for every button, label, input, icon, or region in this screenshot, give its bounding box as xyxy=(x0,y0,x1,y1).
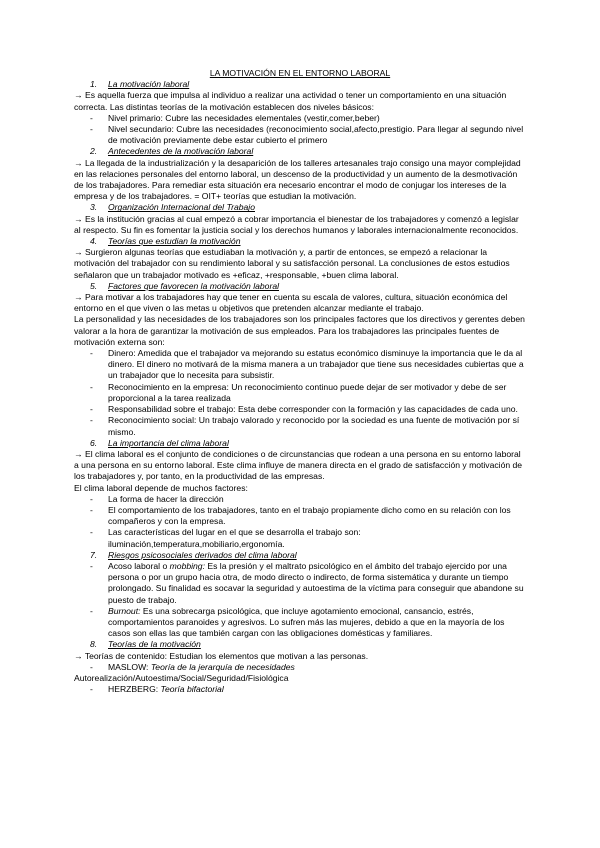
section-title: Organización Internacional del Trabajo xyxy=(108,202,255,213)
term-italic: mobbing: xyxy=(169,560,205,571)
section-number: 6. xyxy=(90,437,98,448)
page-title: LA MOTIVACIÓN EN EL ENTORNO LABORAL xyxy=(209,68,391,78)
term-italic: Teoría bifactorial xyxy=(160,684,224,695)
section-title: Antecedentes de la motivación laboral xyxy=(108,146,254,157)
list-item: - Nivel primario: Cubre las necesidades elementales (vestir,comer,beber) xyxy=(90,112,380,123)
list-item: - HERZBERG: Teoría bifactorial xyxy=(90,684,224,695)
section-number: 1. xyxy=(90,79,98,90)
list-item-text: Reconocimiento en la empresa: Un reconocimiento continuo puede dejar de ser motivador y debe de ser proporcional a la tarea realizada xyxy=(108,381,507,403)
paragraph: → Para motivar a los trabajadores hay que tener en cuenta su escala de valores, cultura, situación económica del entorno en el que viven o las metas u objetivos que pretenden alcanzar mediante el trabajo. xyxy=(74,292,508,314)
bullet-list xyxy=(74,348,526,438)
paragraph: La personalidad y las necesidades de los trabajadores son los principales factores que los directivos y gerentes deben valorar a la hora de garantizar la motivación de sus empleados. Para los trabajadores las principales fuentes de motivación externa son: xyxy=(74,314,525,347)
section-title: La importancia del clima laboral xyxy=(108,437,229,448)
bullet-list xyxy=(74,561,526,639)
list-item: - Burnout: Es una sobrecarga psicológica, que incluye agotamiento emocional, cansancio, estrés, comportamientos paranoides y agresivos. Lo sufren más las mujeres, debido a que en la mayoría de los casos son ellas las que también cargan con las obligaciones domésticas y familiares. xyxy=(90,605,505,639)
section-title: Teorías que estudian la motivación xyxy=(108,236,241,247)
paragraph: El clima laboral depende de muchos factores: xyxy=(74,482,248,493)
list-item: - Las características del lugar en el que se desarrolla el trabajo son: iluminación,temperatura,mobiliario,ergonomía. xyxy=(90,527,361,549)
term-text: Acoso laboral o xyxy=(108,560,170,571)
section-heading-1 xyxy=(74,79,526,90)
paragraph: → Es aquella fuerza que impulsa al individuo a realizar una actividad o tener un comportamiento en una situación correcta. Las distintas teorías de la motivación establecen dos niveles básicos: xyxy=(74,90,507,112)
section-title: Riesgos psicosociales derivados del clima laboral xyxy=(108,549,297,560)
term-italic: Burnout: xyxy=(108,605,141,616)
section-number: 3. xyxy=(90,202,98,213)
paragraph: → Es la institución gracias al cual empezó a cobrar importancia el bienestar de los trabajadores y comenzó a legislar al respecto. Su fin es fomentar la justicia social y los derechos humanos y laborales internacionalmente reconocidos. xyxy=(74,213,519,235)
section-title: Factores que favorecen la motivación laboral xyxy=(108,280,280,291)
section-number: 5. xyxy=(90,280,98,291)
term-italic: Teoría de la jerarquía de necesidades xyxy=(150,661,295,672)
paragraph: → Teorías de contenido: Estudian los elementos que motivan a las personas. xyxy=(74,650,369,661)
list-item-text: El comportamiento de los trabajadores, tanto en el trabajo propiamente dicho como en su relación con los compañeros y con la empresa. xyxy=(108,504,511,527)
list-item: - Dinero: Amedida que el trabajador va mejorando su estatus económico disminuye la importancia que le da al dinero. El dinero no motivará de la misma manera a un trabajador que tiene sus necesidades cubiertas que a un trabajador que lo necesita para subsistir. xyxy=(90,348,524,381)
section-title: La motivación laboral xyxy=(108,79,190,90)
document-page xyxy=(74,68,526,695)
term-text: MASLOW: xyxy=(108,661,151,672)
section-heading-7 xyxy=(74,550,526,561)
bullet-list xyxy=(74,684,526,695)
list-item-text: Nivel primario: Cubre las necesidades elementales (vestir,comer,beber) xyxy=(108,112,380,123)
section-number: 2. xyxy=(90,146,98,157)
list-item: - MASLOW: Teoría de la jerarquía de necesidades xyxy=(90,661,295,672)
list-item-text: Reconocimiento social: Un trabajo valorado y reconocido por la sociedad es una fuente de motivación por sí mismo. xyxy=(108,415,520,437)
section-heading-5 xyxy=(74,281,526,292)
list-item-text: La forma de hacer la dirección xyxy=(108,493,224,504)
list-item: - El comportamiento de los trabajadores, tanto en el trabajo propiamente dicho como en su relación con los compañeros y con la empresa. xyxy=(90,504,511,527)
paragraph: → La llegada de la industrialización y la desaparición de los talleres artesanales trajo consigo una mayor complejidad en las relaciones personales del entorno laboral, un descenso de la productividad y un aumento de la desmotivación de los trabajadores. Para remediar esta situación era necesario encontrar el modo de conjugar los intereses de la empresa y de los trabajadores. = OIT+ teorías que estudian la motivación. xyxy=(74,157,521,202)
list-item-text: Las características del lugar en el que se desarrolla el trabajo son: iluminación,temperatura,mobiliario,ergonomía. xyxy=(108,527,361,549)
section-number: 8. xyxy=(90,639,98,650)
paragraph: → El clima laboral es el conjunto de condiciones o de circunstancias que rodean a una persona en su entorno laboral a una persona en su entorno laboral. Este clima influye de manera directa en el grado de satisfacción y motivación de los trabajadores y, por tanto, en la productividad de las empresas. xyxy=(74,448,523,482)
list-item: - Reconocimiento en la empresa: Un reconocimiento continuo puede dejar de ser motivador y debe de ser proporcional a la tarea realizada xyxy=(90,381,507,403)
section-title: Teorías de la motivación xyxy=(108,639,201,650)
paragraph: Autorealización/Autoestima/Social/Seguridad/Fisiológica xyxy=(74,672,289,683)
list-item: - Reconocimiento social: Un trabajo valorado y reconocido por la sociedad es una fuente de motivación por sí mismo. xyxy=(90,415,520,437)
section-heading-6 xyxy=(74,438,526,449)
list-item: - La forma de hacer la dirección xyxy=(90,493,224,504)
list-item: - Nivel secundario: Cubre las necesidades (reconocimiento social,afecto,prestigio. Para llegar al segundo nivel de motivación previamente debe estar cubierto el primero xyxy=(90,124,524,146)
section-number: 7. xyxy=(90,549,98,560)
list-item: - Acoso laboral o mobbing: Es la presión y el maltrato psicológico en el ámbito del trabajo ejercido por una persona o por un grupo hacia otra, de modo directo o indirecto, de forma sistemática y durante un tiempo prolongado. Su finalidad es socavar la seguridad y autoestima de la víctima para conseguir que abandone su puesto de trabajo. xyxy=(90,560,524,605)
bullet-list xyxy=(74,662,526,673)
term-text: HERZBERG: xyxy=(108,684,161,695)
section-heading-3 xyxy=(74,202,526,213)
paragraph: → Surgieron algunas teorías que estudiaban la motivación y, a partir de entonces, se empezó a relacionar la motivación del trabajador con su rendimiento laboral y su satisfacción personal. La conclusiones de estos estudios señalaron que un trabajador motivado es +eficaz, +responsable, +buen clima laboral. xyxy=(74,247,510,280)
section-heading-8 xyxy=(74,639,526,650)
list-item-text: Responsabilidad sobre el trabajo: Esta debe corresponder con la formación y las capacidades de cada uno. xyxy=(108,404,518,415)
list-item-text: Es la presión y el maltrato psicológico en el ámbito del trabajo ejercido por una persona o por un grupo hacia otra, de modo directo o indirecto, de forma sistemática y durante un tiempo prolongado. Su finalidad es socavar la seguridad y autoestima de la víctima para conseguir que abandone su puesto de trabajo. xyxy=(108,560,524,605)
list-item-text: Dinero: Amedida que el trabajador va mejorando su estatus económico disminuye la importancia que le da al dinero. El dinero no motivará de la misma manera a un trabajador que tiene sus necesidades cubiertas que a un trabajador que lo necesita para subsistir. xyxy=(108,348,524,381)
section-heading-2 xyxy=(74,146,526,157)
bullet-list xyxy=(74,494,526,550)
section-number: 4. xyxy=(90,236,98,247)
list-item: - Responsabilidad sobre el trabajo: Esta debe corresponder con la formación y las capacidades de cada uno. xyxy=(90,404,518,415)
list-item-text: Nivel secundario: Cubre las necesidades (reconocimiento social,afecto,prestigio. Para llegar al segundo nivel de motivación previamente debe estar cubierto el primero xyxy=(108,124,524,146)
section-heading-4 xyxy=(74,236,526,247)
list-item-text: Es una sobrecarga psicológica, que incluye agotamiento emocional, cansancio, estrés, comportamientos paranoides y agresivos. Lo sufren más las mujeres, debido a que en la mayoría de los casos son ellas las que también cargan con las obligaciones domésticas y familiares. xyxy=(108,605,505,639)
bullet-list xyxy=(74,113,526,147)
